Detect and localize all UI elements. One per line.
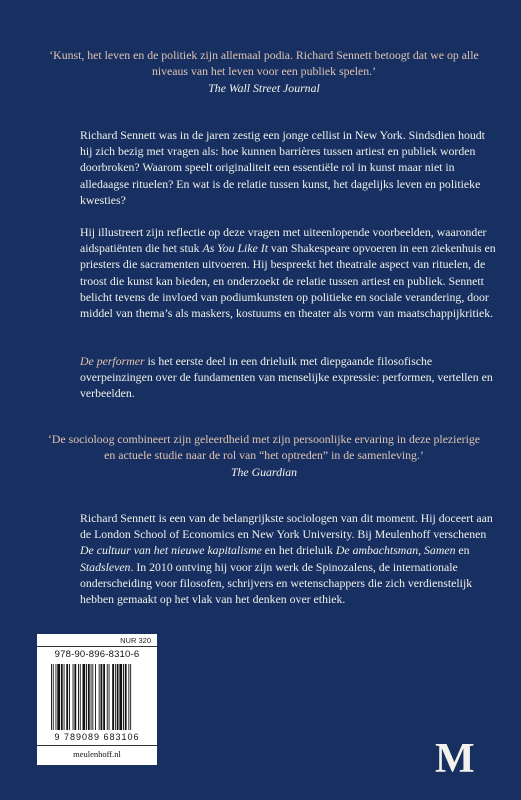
barcode-bar bbox=[91, 664, 92, 730]
barcode-bars bbox=[51, 664, 143, 730]
barcode-bar bbox=[83, 664, 86, 730]
text-segment: , bbox=[418, 543, 425, 558]
barcode-bar bbox=[119, 664, 122, 730]
paragraph-examples bbox=[80, 224, 500, 321]
barcode-digits: 9 789089 683106 bbox=[54, 732, 140, 742]
paragraph-text bbox=[80, 353, 500, 402]
book-title: Samen bbox=[424, 543, 456, 558]
isbn-label: 978-90-896-8310-6 bbox=[54, 649, 140, 660]
barcode-bar bbox=[78, 664, 79, 730]
text-segment: Hij illustreert zijn reflectie op deze vragen met uiteenlopende voorbeelden, waaronder aidspatiënten die het stuk bbox=[80, 225, 487, 256]
publisher-website: meulenhoff.nl bbox=[73, 749, 121, 759]
play-title: As You Like It bbox=[202, 241, 268, 256]
barcode-bar bbox=[130, 664, 131, 730]
quote-guardian bbox=[44, 431, 484, 481]
quote-wall-street-journal bbox=[44, 47, 484, 97]
text-segment: en het drieluik bbox=[261, 543, 336, 558]
barcode-bar bbox=[95, 664, 96, 730]
barcode-bar bbox=[101, 664, 103, 730]
barcode-bar bbox=[61, 664, 63, 730]
barcode-bar bbox=[125, 664, 127, 730]
barcode-bar bbox=[66, 664, 68, 730]
text-segment: Richard Sennett is een van de belangrijkste sociologen van dit moment. Hij doceert aan de London School of Economics en New York University. Bij Meulenhoff verschenen bbox=[80, 511, 493, 542]
barcode-bar bbox=[57, 664, 60, 730]
barcode-bar bbox=[69, 664, 70, 730]
text-segment: en bbox=[455, 543, 470, 558]
barcode-bar bbox=[80, 664, 81, 730]
barcode-bar bbox=[51, 664, 52, 730]
quote-source: The Guardian bbox=[230, 465, 298, 480]
barcode-bar bbox=[109, 664, 110, 730]
quote-text: ‘De socioloog combineert zijn geleerdheid met zijn persoonlijke ervaring in deze plezierige en actuele studie naar de rol van “het optreden” in de samenleving.’ bbox=[47, 432, 481, 463]
book-title: De cultuur van het nieuwe kapitalisme bbox=[80, 543, 262, 558]
barcode-bar bbox=[123, 664, 124, 730]
barcode-bar bbox=[128, 664, 129, 730]
paragraph-bio bbox=[80, 510, 500, 607]
paragraph-text bbox=[80, 510, 500, 607]
text-segment: is het eerste deel in een drieluik met diepgaande filosofische overpeinzingen over de fundamenten van menselijke expressie: performen, vertellen en verbeelden. bbox=[80, 354, 493, 401]
barcode-bar bbox=[56, 664, 57, 730]
barcode-bar bbox=[88, 664, 90, 730]
paragraph-series bbox=[80, 353, 500, 402]
nur-code: NUR 320 bbox=[120, 636, 151, 645]
barcode-bar bbox=[107, 664, 108, 730]
paragraph-text: Richard Sennett was in de jaren zestig een jonge cellist in New York. Sindsdien houdt hij zich bezig met vragen als: hoe kunnen barrières tussen artiest en publiek worden doorbroken? Waarom speelt originaliteit een essentiële rol in kunst maar niet in alledaagse rituelen? En wat is de relatie tussen kunst, het dagelijks leven en politieke kwesties? bbox=[80, 128, 485, 207]
text-segment: van Shakespeare opvoeren in een ziekenhuis en priesters die sacramenten uitvoeren. Hij bespreekt het theatrale aspect van rituelen, de troost die kunst kan bieden, en onderzoekt de relatie tussen artiest en publiek. Sennett belicht tevens de invloed van podiumkunsten op politieke en sociale verandering, door middel van thema’s als maskers, kostuums en theater als vorm van maatschappijkritiek. bbox=[80, 241, 496, 321]
barcode-bar bbox=[99, 664, 100, 730]
barcode-bar bbox=[103, 664, 105, 730]
quote-source: The Wall Street Journal bbox=[208, 81, 320, 96]
barcode-bar bbox=[64, 664, 65, 730]
book-title: Stadsleven bbox=[80, 559, 131, 574]
quote-text: ‘Kunst, het leven en de politiek zijn allemaal podia. Richard Sennett betoogt dat we op alle niveaus van het leven voor een publiek spelen.’ bbox=[49, 48, 479, 79]
publisher-logo: M bbox=[435, 736, 475, 782]
book-title: De performer bbox=[80, 354, 145, 368]
barcode-bar bbox=[53, 664, 54, 730]
book-title: De ambachtsman bbox=[335, 543, 419, 558]
text-segment: . In 2010 ontving hij voor zijn werk de Spinozalens, de internationale onderscheiding voor filosofen, schrijvers en wetenschappers die zich verdienstelijk hebben gemaakt op het vlak van het denken over ethiek. bbox=[80, 559, 473, 607]
barcode-bar bbox=[73, 664, 74, 730]
divider bbox=[37, 745, 157, 746]
barcode-bar bbox=[74, 664, 76, 730]
paragraph-intro bbox=[80, 127, 500, 208]
barcode-panel bbox=[37, 634, 157, 765]
barcode-bar bbox=[112, 664, 114, 730]
barcode-bar bbox=[117, 664, 119, 730]
divider bbox=[37, 646, 157, 647]
barcode-bar bbox=[92, 664, 93, 730]
barcode-bar bbox=[86, 664, 87, 730]
paragraph-text bbox=[80, 224, 500, 321]
barcode-bar bbox=[115, 664, 116, 730]
